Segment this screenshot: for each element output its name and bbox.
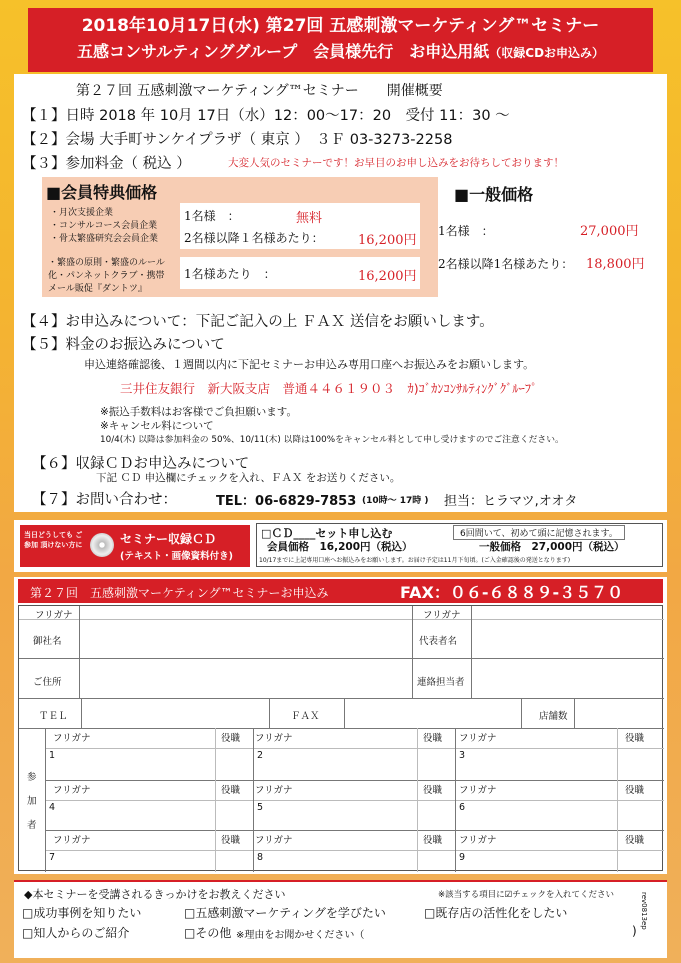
member-group-a: ・月次支援企業 ・コンサルコース会員企業 ・骨太繁盛研究会会員企業 xyxy=(50,208,159,244)
general-row1-value: 27,000円 xyxy=(580,224,639,239)
contact-tel: TEL：06-6829-7853 xyxy=(216,494,357,509)
participant-label: 参加者 xyxy=(27,772,37,831)
address-label: ご住所 xyxy=(33,677,62,688)
header-banner xyxy=(28,8,653,72)
cd-order-box[interactable]: □ＣＤ____セット申し込む 6回間いて、初めて頭に記憶されます。 会員価格 16,200円（税込） 一般価格 27,000円（税込） 10/17までに上記専用口座へお振込みをお願いします。お届け予定は11月下旬頃。(ご入金確認後の発送となります) xyxy=(256,523,663,567)
general-row2-label: 2名様以降1名様あたり： xyxy=(438,257,574,271)
company-field[interactable] xyxy=(83,622,409,656)
fee-note-2: ※キャンセル料について xyxy=(100,420,214,432)
fax-label: ＦＡＸ xyxy=(291,711,320,722)
item-apply: 【４】お申込みについて：下記ご記入の上 ＦＡＸ 送信をお願いします。 xyxy=(22,314,494,330)
person-label: 連絡担当者 xyxy=(417,677,465,688)
contact-hours: (10時〜 17時 ) xyxy=(362,496,429,506)
payment-desc: 申込連絡確認後、１週間以内に下記セミナーお申込み専用口座へお振込みをお願いします。 xyxy=(84,358,535,371)
fax-field[interactable] xyxy=(347,700,517,726)
header-line2: 五感コンサルティンググループ 会員様先行 お申込用紙（収録CDお申込み） xyxy=(76,42,605,61)
form-grid: フリガナ フリガナ 御社名 代表者名 ご住所 連絡担当者 ＴＥＬ ＦＡＸ 店舗数 参加者 フリガナ 役職 フリガナ 役職 フリガナ 役職 1 2 3 フリガナ 役職 フリガナ 役職 フリガナ 役職 4 5 6 フリガナ 役職 フリガナ 役職 フリガナ 役職 7 8 9 xyxy=(18,605,663,871)
other-reason-note: ※理由をお聞かせください（ xyxy=(236,930,365,941)
person-field[interactable] xyxy=(475,660,661,696)
survey-title: ◆本セミナーを受講されるきっかけをお教えください xyxy=(24,888,286,901)
option-learn-marketing[interactable]: □五感刺激マーケティングを学びたい xyxy=(184,906,386,920)
cd-badge: 当日どうしても ご参加 頂けない方に セミナー収録ＣＤ (テキスト・画像資料付き) xyxy=(20,525,250,567)
application-form xyxy=(14,577,667,874)
stores-label: 店舗数 xyxy=(539,711,568,722)
survey-hint: ※該当する項目に☑チェックを入れてください xyxy=(438,890,614,900)
address-field[interactable] xyxy=(83,660,409,696)
cancel-policy: 10/4(木) 以降は参加料金の 50%、10/11(木) 以降は100%をキャンセル料として申し受けますのでご注意ください。 xyxy=(100,435,564,445)
item-fee: 【３】参加料金（ 税込 ） xyxy=(22,156,191,172)
tel-label: ＴＥＬ xyxy=(39,711,68,722)
contact-person: 担当：ヒラマツ,オオタ xyxy=(444,494,578,509)
bank-account: 三井住友銀行 新大阪支店 普通４４６１９０３ ｶ)ｺﾞｶﾝｺﾝｻﾙﾃｨﾝｸﾞｸﾞﾙｰﾌﾟ xyxy=(120,381,538,396)
item-payment: 【５】料金のお振込みについて xyxy=(22,337,225,353)
header-line1: 2018年10月17日(水) 第27回 五感刺激マーケティング™セミナー xyxy=(81,16,600,36)
member-price-box xyxy=(42,177,438,297)
general-row1-label: 1名様 ： xyxy=(438,224,494,238)
fax-number: FAX：０６-６８８９-３５７０ xyxy=(400,583,624,602)
overview-title: 第２７回 五感刺激マーケティング™セミナー 開催概要 xyxy=(76,83,443,99)
cd-order-row xyxy=(14,520,667,572)
member-title: ■会員特典価格 xyxy=(46,183,158,202)
rep-label: 代表者名 xyxy=(419,636,458,647)
survey-section: ◆本セミナーを受講されるきっかけをお教えください ※該当する項目に☑チェックを入れてください □成功事例を知りたい □五感刺激マーケティングを学びたい □既存店の活性化をしたい □知人からのご紹介 □その他 ※理由をお聞かせください（ ) rev0813ep xyxy=(14,880,667,958)
tel-field[interactable] xyxy=(85,700,265,726)
rep-field[interactable] xyxy=(475,622,661,656)
member-price-cell-b: 1名様あたり ： 16,200円 xyxy=(180,257,420,289)
fee-note-1: ※振込手数料はお客様でご負担願います。 xyxy=(100,406,297,418)
option-other[interactable]: □その他 xyxy=(184,926,232,940)
cd-desc: 下記 ＣＤ 申込欄にチェックを入れ、ＦＡＸ をお送りください。 xyxy=(96,472,401,484)
option-referral[interactable]: □知人からのご紹介 xyxy=(22,926,130,940)
form-code: rev0813ep xyxy=(640,892,648,930)
option-revitalize-store[interactable]: □既存店の活性化をしたい xyxy=(424,906,568,920)
cd-set-checkbox[interactable]: □ＣＤ____セット申し込む xyxy=(261,527,393,540)
item-contact: 【７】お問い合わせ： xyxy=(32,492,177,508)
item-date: 【１】日時 2018 年 10月 17日（水）12：00〜17：20 受付 11：30 〜 xyxy=(22,108,510,124)
general-row2-value: 18,800円 xyxy=(586,257,645,272)
form-header: 第２７回 五感刺激マーケティング™セミナーお申込み FAX：０６-６８８９-３５７０ xyxy=(18,579,663,603)
member-group-b: ・繁盛の原則・繁盛のルール 化・パンネットクラブ・携帯 メール販促『ダントツ』 xyxy=(48,258,165,294)
item-cd: 【６】収録ＣＤお申込みについて xyxy=(32,456,250,472)
general-title: ■一般価格 xyxy=(454,185,534,204)
stores-field[interactable] xyxy=(577,700,661,726)
item-venue: 【２】会場 大手町サンケイプラザ（ 東京 ） ３Ｆ 03-3273-2258 xyxy=(22,132,453,148)
member-price-cell-a: 1名様 ： 無料 2名様以降１名様あたり： 16,200円 xyxy=(180,203,420,249)
overview-sheet xyxy=(14,74,667,512)
option-success-cases[interactable]: □成功事例を知りたい xyxy=(22,906,142,920)
cd-disc-icon xyxy=(90,533,114,557)
company-label: 御社名 xyxy=(33,636,62,647)
fee-note: 大変人気のセミナーです！お早目のお申し込みをお待ちしております！ xyxy=(228,157,564,169)
